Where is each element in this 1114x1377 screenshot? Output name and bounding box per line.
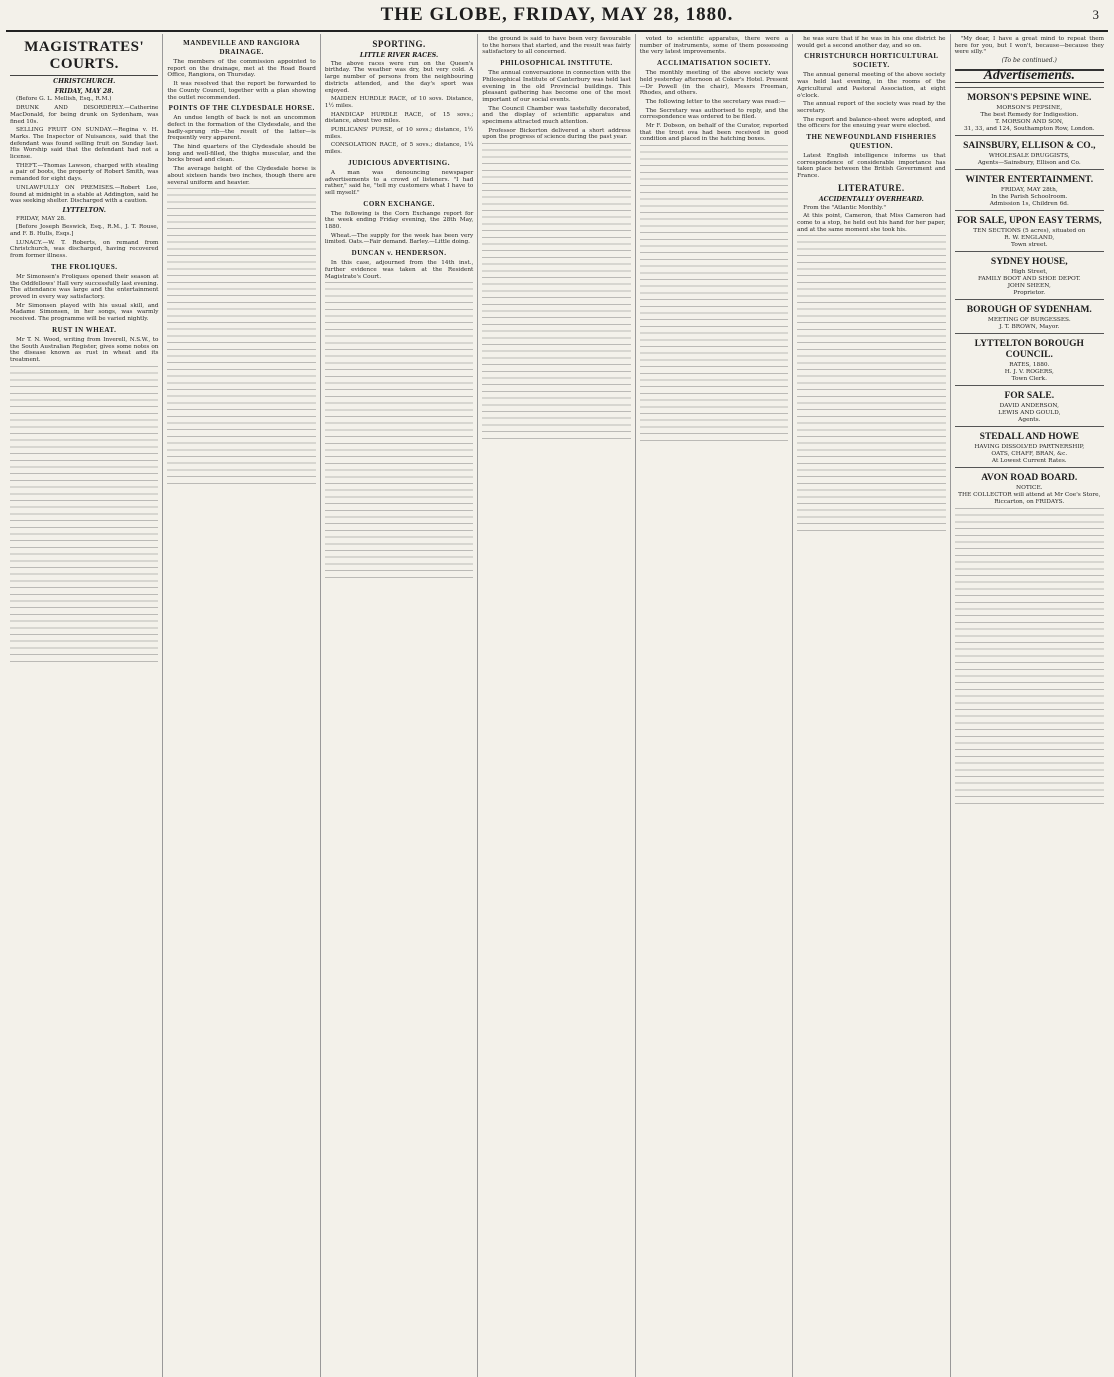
article-paragraph: Mr T. N. Wood, writing from Inverell, N.S.W., to the South Australian Register, gives some notes on the disease known as rust in wheat and its treatment. [10, 336, 159, 363]
article-paragraph: The monthly meeting of the above society was held yesterday afternoon at Coker's Hotel. Present—Dr Powell (in the chair), Messrs Freeman, Rhodes, and others. [639, 70, 789, 97]
article-paragraph: MAIDEN HURDLE RACE, of 10 sovs. Distance, 1½ miles. [324, 96, 474, 109]
column-2 [163, 34, 320, 1377]
columns [6, 34, 1108, 1377]
article-paragraph: the ground is said to have been very favourable to the horses that started, and the result was fairly satisfactory to all concerned. [482, 36, 631, 56]
advertisement-title: FOR SALE, UPON EASY TERMS, [956, 215, 1102, 226]
dense-text-lines [167, 188, 315, 488]
advertisement-line: FRIDAY, MAY 28th, [1000, 186, 1058, 193]
advertisement-line: DAVID ANDERSON, [999, 402, 1059, 409]
dense-text-lines [955, 508, 1104, 808]
dense-text-lines [10, 366, 158, 666]
advertisement [955, 333, 1104, 383]
advertisement-title: SYDNEY HOUSE, [990, 256, 1068, 267]
advertisement-line: Proprietor. [1013, 289, 1046, 296]
article-paragraph: The annual general meeting of the above society was held last evening, in the rooms of the Agricultural and Pastoral Association, at eight o'clock. [797, 72, 946, 99]
article-paragraph: voted to scientific apparatus, there were a number of instruments, some of them possessing the very latest improvements. [639, 36, 789, 56]
article-paragraph: The above races were run on the Queen's birthday. The weather was dry, but very cold. A large number of persons from the neighbouring districts attended, and the day's sport was enjoyed. [324, 60, 474, 94]
article-paragraph: A man was denouncing newspaper advertisements to a crowd of listeners. "I had rather," said he, "tell my customers what I have to sell myself." [324, 169, 474, 196]
article-paragraph: FRIDAY, MAY 28. [16, 215, 66, 222]
continued-note: (To be continued.) [1001, 57, 1057, 65]
column-1 [6, 34, 163, 1377]
advertisement-line: At Lowest Current Rates. [991, 457, 1067, 464]
article-paragraph: (Before G. L. Mellish, Esq., R.M.) [16, 96, 112, 103]
article-paragraph: The annual report of the society was read by the secretary. [797, 101, 946, 114]
article-paragraph: "My dear, I have a great mind to repeat them here for you, but I won't, because—because they were silly." [954, 36, 1104, 56]
article-paragraph: The hind quarters of the Clydesdale should be long and well-filled, the thighs muscular, and the hocks broad and clean. [167, 144, 316, 164]
subheading: CHRISTCHURCH. [53, 78, 116, 85]
article-paragraph: Mr Simonsen's Froliques opened their season at the Oddfellows' Hall very successfully last evening. The attendance was large and the entertainment proved in every way satisfactory. [10, 273, 159, 300]
section-heading: PHILOSOPHICAL INSTITUTE. [500, 59, 613, 68]
section-heading: MANDEVILLE AND RANGIORA DRAINAGE. [183, 39, 301, 56]
article-paragraph: The following is the Corn Exchange report for the week ending Friday evening, the 28th May, 1880. [324, 210, 474, 231]
article-paragraph: Mr Simonsen played with his usual skill, and Madame Simonsen, in her songs, was warmly received. The programme will be varied nightly. [10, 302, 159, 323]
article-paragraph: It was resolved that the report be forwarded to the County Council, together with a plan showing the outlet recommended. [167, 81, 316, 101]
advertisement-line: THE COLLECTOR will attend at Mr Coe's Store, Riccarton, on FRIDAYS. [958, 491, 1101, 505]
dense-text-lines [325, 282, 473, 582]
column-3 [321, 34, 478, 1377]
article-paragraph: THEFT.—Thomas Lawson, charged with stealing a pair of boots, the property of Robert Smith, was remanded for eight days. [10, 162, 159, 183]
column-4 [478, 34, 635, 1377]
article-paragraph: PUBLICANS' PURSE, of 10 sovs.; distance, 1½ miles. [324, 127, 474, 140]
advertisement-line: JOHN SHEEN, [1007, 282, 1051, 289]
article-paragraph: In this case, adjourned from the 14th inst., further evidence was taken at the Resident Magistrate's Court. [324, 260, 474, 280]
article-paragraph: The Secretary was authorised to reply, and the correspondence was ordered to be filed. [639, 107, 789, 121]
advertisement [955, 87, 1104, 133]
advertisement-title: MORSON'S PEPSINE WINE. [967, 92, 1092, 103]
article-paragraph: At this point, Cameron, that Miss Cameron had come to a stop, he held out his hand for her paper, and at the same moment she took his. [797, 213, 946, 233]
advertisement-line: H. J. V. ROGERS, [1004, 368, 1054, 375]
article-paragraph: The report and balance-sheet were adopted, and the officers for the ensuing year were elected. [797, 116, 946, 130]
article-paragraph: CONSOLATION RACE, of 5 sovs.; distance, 1¼ miles. [324, 142, 474, 156]
subheading: LYTTELTON. [62, 206, 106, 214]
article-paragraph: SELLING FRUIT ON SUNDAY.—Regina v. H. Marks. The Inspector of Nuisances, said that the defendant was found selling fruit on Sunday last. His Worship said that the defendant had not a license. [10, 127, 159, 161]
article-paragraph: An undue length of back is not an uncommon defect in the formation of the Clydesdale, and the badly-sprung rib—the result of the latter—is frequently very apparent. [167, 115, 316, 142]
advertisement [955, 210, 1104, 249]
advertisement-title: SAINSBURY, ELLISON & CO., [963, 140, 1096, 151]
article-paragraph: Mr F. Dobson, on behalf of the Curator, reported that the trout ova had been received in good condition and placed in the hatching boxes. [639, 123, 789, 143]
section-heading: SPORTING. [372, 39, 426, 49]
column-7 [951, 34, 1108, 1377]
masthead [6, 0, 1108, 32]
article-paragraph: The annual conversazione in connection with the Philosophical Institute of Canterbury was held last evening in the old Provincial buildings. This pleasant gathering has become one of the most important of our social events. [482, 70, 631, 103]
advertisement-line: The best Remedy for Indigestion. [980, 111, 1079, 118]
advertisement-line: LEWIS AND GOULD, [998, 409, 1061, 416]
section-heading: LITERATURE. [838, 182, 905, 193]
advertisement-title: LYTTELTON BOROUGH COUNCIL. [974, 338, 1084, 360]
advertisement-line: Town street. [1011, 241, 1048, 248]
advertisement-title: FOR SALE. [1004, 390, 1055, 401]
advertisement-line: FAMILY BOOT AND SHOE DEPOT. [977, 275, 1081, 282]
article-paragraph: DRUNK AND DISORDERLY.—Catherine MacDonald, for being drunk on Sydenham, was fined 10s. [10, 105, 159, 125]
article-paragraph: The members of the commission appointed to report on the drainage, met at the Road Board Office, Rangiora, on Thursday. [167, 59, 316, 79]
advertisement-line: T. MORSON AND SON, [995, 118, 1064, 125]
subheading: LITTLE RIVER RACES. [359, 52, 439, 59]
section-heading: JUDICIOUS ADVERTISING. [348, 158, 450, 167]
advertisement [955, 135, 1104, 167]
subheading: ACCIDENTALLY OVERHEARD. [818, 195, 924, 203]
advertisement-line: TEN SECTIONS (5 acres), situated on [973, 227, 1086, 234]
section-heading: CORN EXCHANGE. [363, 199, 435, 208]
section-heading: THE FROLIQUES. [50, 262, 118, 271]
advertisement [955, 251, 1104, 297]
subheading: FRIDAY, MAY 28. [54, 87, 114, 95]
advertisement-line: HAVING DISSOLVED PARTNERSHIP, [974, 443, 1085, 450]
masthead-title: THE GLOBE, FRIDAY, MAY 28, 1880. [380, 4, 734, 25]
page-number: 3 [1092, 7, 1100, 22]
article-paragraph: The Council Chamber was tastefully decorated, and the display of scientific apparatus and specimens attracted much attention. [482, 105, 631, 126]
article-paragraph: HANDICAP HURDLE RACE, of 15 sovs.; distance, about two miles. [324, 111, 474, 125]
article-paragraph: The following letter to the secretary was read:— [645, 98, 786, 105]
article-paragraph: LUNACY.—W. T. Roberts, on remand from Christchurch, was discharged, having recovered from former illness. [10, 239, 159, 260]
section-heading: RUST IN WHEAT. [52, 325, 117, 334]
article-paragraph: Professor Bickerton delivered a short address upon the progress of science during the past year. [482, 127, 631, 141]
section-heading: CHRISTCHURCH HORTICULTURAL SOCIETY. [804, 52, 939, 70]
column-5 [636, 34, 793, 1377]
article-paragraph: The average height of the Clydesdale horse is about sixteen hands two inches, though there are several uniform and heavier. [167, 166, 316, 186]
advertisement-title: AVON ROAD BOARD. [981, 472, 1078, 483]
advertisement [955, 169, 1104, 208]
dense-text-lines [797, 235, 945, 535]
advertisement-line: OATS, CHAFF, BRAN, &c. [991, 450, 1068, 457]
advertisement-line: WHOLESALE DRUGGISTS, [988, 152, 1070, 159]
section-heading: DUNCAN v. HENDERSON. [351, 249, 447, 258]
section-heading: MAGISTRATES' COURTS. [10, 39, 158, 76]
advertisement-line: Agents—Sainsbury, Ellison and Co. [977, 159, 1081, 166]
dense-text-lines [640, 145, 788, 445]
article-paragraph: UNLAWFULLY ON PREMISES.—Robert Lee, found at midnight in a stable at Addington, said he was seeking shelter. Discharged with a caution. [10, 184, 159, 205]
advertisement-line: R. W. ENGLAND, [1004, 234, 1055, 241]
column-6 [793, 34, 950, 1377]
advertisement-title: WINTER ENTERTAINMENT. [965, 174, 1094, 185]
article-paragraph: Latest English intelligence informs us that correspondence of considerable importance has taken place between the British Government and France. [797, 153, 946, 180]
advertisement-line: MORSON'S PEPSINE, [996, 104, 1063, 111]
advertisement-line: 31, 33, and 124, Southampton Row, London. [963, 125, 1095, 132]
advertisement [955, 426, 1104, 465]
advertisement-line: J. T. BROWN, Mayor. [999, 323, 1060, 330]
advertisement-line: In the Parish Schoolroom. [991, 193, 1068, 200]
section-heading: ACCLIMATISATION SOCIETY. [657, 59, 771, 68]
dense-text-lines [482, 143, 630, 443]
advertisement [955, 385, 1104, 424]
advertisement-title: STEDALL AND HOWE [979, 431, 1079, 442]
advertisement-title: BOROUGH OF SYDENHAM. [966, 304, 1092, 315]
article-paragraph: From the "Atlantic Monthly." [803, 204, 886, 211]
article-paragraph: Wheat.—The supply for the week has been very limited. Oats.—Fair demand. Barley.—Little doing. [324, 232, 474, 246]
advertisement-line: Admission 1s, Children 6d. [989, 200, 1069, 207]
section-heading: POINTS OF THE CLYDESDALE HORSE. [168, 104, 315, 113]
advertisement-line: Town Clerk. [1011, 375, 1047, 382]
advertisement [955, 467, 1104, 506]
advertisement-line: NOTICE. [1016, 484, 1043, 491]
advertisement-line: High Street, [1011, 268, 1048, 275]
section-heading: THE NEWFOUNDLAND FISHERIES QUESTION. [806, 133, 937, 151]
advertisement-line: Agents. [1018, 416, 1041, 423]
advertisement-line: RATES, 1880. [1009, 361, 1050, 368]
article-paragraph: [Before Joseph Beswick, Esq., R.M., J. T. Rouse, and F. B. Hulls, Esqs.] [10, 224, 159, 238]
article-paragraph: he was sure that if he was in his one district he would get a second another day, and so on. [797, 36, 946, 49]
advertisement [955, 299, 1104, 331]
advertisements-heading: Advertisements. [955, 69, 1104, 83]
advertisement-line: MEETING OF BURGESSES. [987, 316, 1071, 323]
